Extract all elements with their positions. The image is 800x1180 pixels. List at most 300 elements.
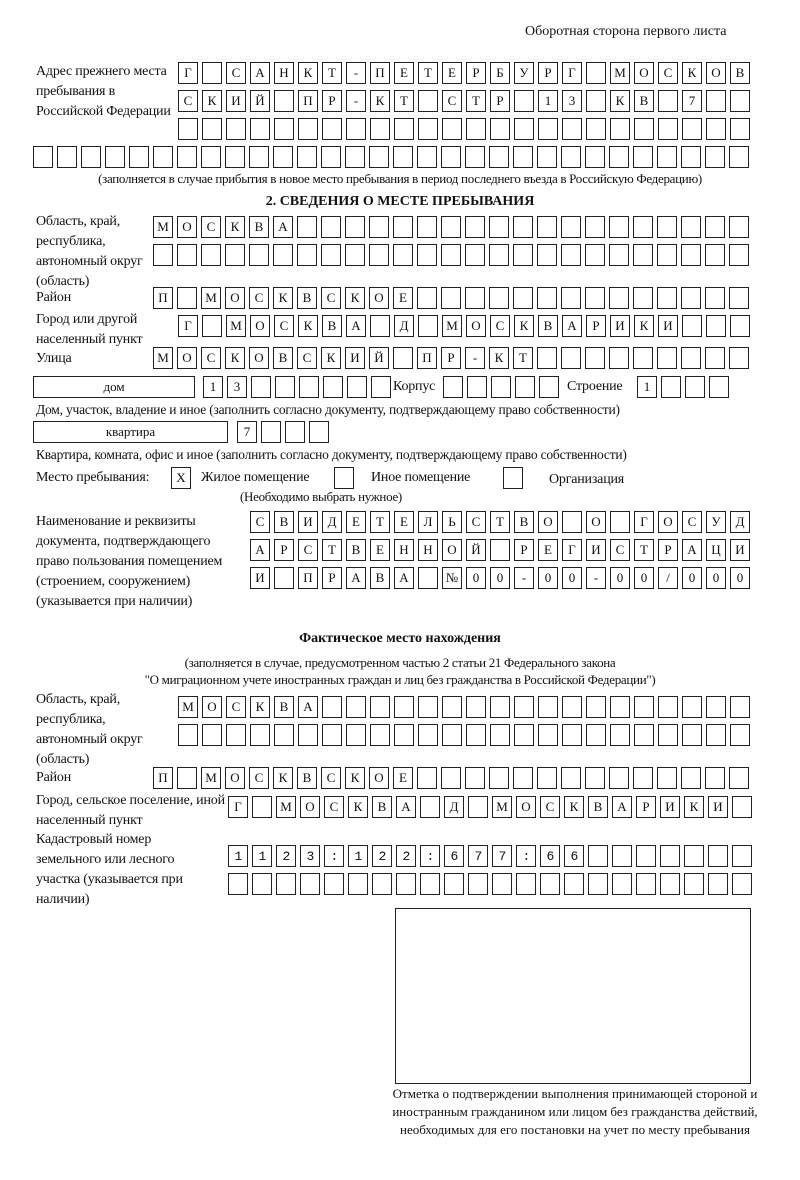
- char-cell[interactable]: [346, 696, 366, 718]
- char-cell[interactable]: [682, 724, 702, 746]
- char-cell[interactable]: -: [346, 62, 366, 84]
- char-cell[interactable]: [249, 244, 269, 266]
- char-cell[interactable]: [657, 347, 677, 369]
- char-cell[interactable]: [153, 146, 173, 168]
- char-cell[interactable]: [660, 873, 680, 895]
- char-cell[interactable]: С: [321, 287, 341, 309]
- char-cell[interactable]: [705, 767, 725, 789]
- char-cell[interactable]: [706, 118, 726, 140]
- char-cell[interactable]: [562, 724, 582, 746]
- char-cell[interactable]: [372, 873, 392, 895]
- char-cell[interactable]: М: [492, 796, 512, 818]
- char-cell[interactable]: [346, 118, 366, 140]
- char-cell[interactable]: [105, 146, 125, 168]
- char-cell[interactable]: [732, 796, 752, 818]
- char-cell[interactable]: О: [225, 287, 245, 309]
- char-cell[interactable]: Т: [394, 90, 414, 112]
- char-cell[interactable]: Р: [586, 315, 606, 337]
- char-cell[interactable]: С: [321, 767, 341, 789]
- char-cell[interactable]: [514, 118, 534, 140]
- char-cell[interactable]: С: [466, 511, 486, 533]
- char-cell[interactable]: [418, 315, 438, 337]
- char-cell[interactable]: К: [298, 62, 318, 84]
- char-cell[interactable]: Г: [178, 62, 198, 84]
- char-cell[interactable]: [634, 696, 654, 718]
- char-cell[interactable]: [322, 118, 342, 140]
- char-cell[interactable]: К: [610, 90, 630, 112]
- char-cell[interactable]: Г: [178, 315, 198, 337]
- char-cell[interactable]: [489, 767, 509, 789]
- char-cell[interactable]: К: [250, 696, 270, 718]
- char-cell[interactable]: Т: [466, 90, 486, 112]
- char-cell[interactable]: [586, 724, 606, 746]
- char-cell[interactable]: [610, 511, 630, 533]
- char-cell[interactable]: [732, 845, 752, 867]
- char-cell[interactable]: [730, 315, 750, 337]
- char-cell[interactable]: [657, 244, 677, 266]
- char-cell[interactable]: О: [177, 347, 197, 369]
- char-cell[interactable]: [513, 244, 533, 266]
- char-cell[interactable]: [297, 244, 317, 266]
- char-cell[interactable]: [370, 315, 390, 337]
- char-cell[interactable]: [658, 118, 678, 140]
- char-cell[interactable]: [490, 118, 510, 140]
- char-cell[interactable]: [33, 146, 53, 168]
- char-cell[interactable]: К: [273, 287, 293, 309]
- char-cell[interactable]: Е: [394, 511, 414, 533]
- char-cell[interactable]: [298, 118, 318, 140]
- char-cell[interactable]: У: [706, 511, 726, 533]
- char-cell[interactable]: [709, 376, 729, 398]
- char-cell[interactable]: Е: [394, 62, 414, 84]
- char-cell[interactable]: Т: [418, 62, 438, 84]
- char-cell[interactable]: [345, 146, 365, 168]
- char-cell[interactable]: П: [417, 347, 437, 369]
- char-cell[interactable]: М: [276, 796, 296, 818]
- char-cell[interactable]: [537, 216, 557, 238]
- char-cell[interactable]: [609, 216, 629, 238]
- char-cell[interactable]: К: [564, 796, 584, 818]
- char-cell[interactable]: [177, 146, 197, 168]
- char-cell[interactable]: В: [273, 347, 293, 369]
- char-cell[interactable]: С: [250, 511, 270, 533]
- char-cell[interactable]: [345, 216, 365, 238]
- char-cell[interactable]: [393, 244, 413, 266]
- char-cell[interactable]: П: [153, 287, 173, 309]
- char-cell[interactable]: Е: [393, 287, 413, 309]
- char-cell[interactable]: О: [202, 696, 222, 718]
- char-cell[interactable]: [681, 287, 701, 309]
- char-cell[interactable]: О: [177, 216, 197, 238]
- char-cell[interactable]: [297, 146, 317, 168]
- char-cell[interactable]: [684, 845, 704, 867]
- char-cell[interactable]: [657, 146, 677, 168]
- char-cell[interactable]: К: [273, 767, 293, 789]
- char-cell[interactable]: Р: [658, 539, 678, 561]
- char-cell[interactable]: 0: [466, 567, 486, 589]
- char-cell[interactable]: 1: [203, 376, 223, 398]
- char-cell[interactable]: И: [298, 511, 318, 533]
- char-cell[interactable]: О: [300, 796, 320, 818]
- char-cell[interactable]: Е: [370, 539, 390, 561]
- char-cell[interactable]: И: [345, 347, 365, 369]
- char-cell[interactable]: -: [514, 567, 534, 589]
- char-cell[interactable]: А: [250, 62, 270, 84]
- char-cell[interactable]: [442, 696, 462, 718]
- char-cell[interactable]: 0: [538, 567, 558, 589]
- char-cell[interactable]: [732, 873, 752, 895]
- char-cell[interactable]: О: [369, 287, 389, 309]
- char-cell[interactable]: [298, 724, 318, 746]
- char-cell[interactable]: [418, 567, 438, 589]
- char-cell[interactable]: [682, 696, 702, 718]
- char-cell[interactable]: Й: [250, 90, 270, 112]
- char-cell[interactable]: П: [370, 62, 390, 84]
- char-cell[interactable]: [322, 724, 342, 746]
- char-cell[interactable]: [274, 724, 294, 746]
- char-cell[interactable]: [633, 767, 653, 789]
- char-cell[interactable]: [513, 146, 533, 168]
- char-cell[interactable]: №: [442, 567, 462, 589]
- char-cell[interactable]: Д: [730, 511, 750, 533]
- char-cell[interactable]: А: [346, 315, 366, 337]
- char-cell[interactable]: О: [369, 767, 389, 789]
- char-cell[interactable]: 0: [610, 567, 630, 589]
- char-cell[interactable]: [633, 146, 653, 168]
- char-cell[interactable]: [537, 244, 557, 266]
- char-cell[interactable]: Р: [514, 539, 534, 561]
- char-cell[interactable]: А: [394, 567, 414, 589]
- char-cell[interactable]: [489, 244, 509, 266]
- char-cell[interactable]: О: [658, 511, 678, 533]
- char-cell[interactable]: [681, 146, 701, 168]
- char-cell[interactable]: В: [634, 90, 654, 112]
- char-cell[interactable]: [417, 287, 437, 309]
- char-cell[interactable]: [252, 873, 272, 895]
- residential-checkbox[interactable]: X: [171, 467, 191, 489]
- char-cell[interactable]: [346, 724, 366, 746]
- char-cell[interactable]: [657, 287, 677, 309]
- char-cell[interactable]: В: [370, 567, 390, 589]
- char-cell[interactable]: [585, 347, 605, 369]
- char-cell[interactable]: В: [249, 216, 269, 238]
- char-cell[interactable]: [468, 873, 488, 895]
- house-type-field[interactable]: дом: [33, 376, 195, 398]
- char-cell[interactable]: [562, 696, 582, 718]
- char-cell[interactable]: [729, 347, 749, 369]
- char-cell[interactable]: [705, 347, 725, 369]
- char-cell[interactable]: [347, 376, 367, 398]
- char-cell[interactable]: С: [490, 315, 510, 337]
- char-cell[interactable]: 0: [634, 567, 654, 589]
- char-cell[interactable]: И: [730, 539, 750, 561]
- char-cell[interactable]: [252, 796, 272, 818]
- char-cell[interactable]: [586, 62, 606, 84]
- char-cell[interactable]: [417, 216, 437, 238]
- char-cell[interactable]: [730, 90, 750, 112]
- char-cell[interactable]: [274, 118, 294, 140]
- char-cell[interactable]: [490, 696, 510, 718]
- char-cell[interactable]: [730, 696, 750, 718]
- char-cell[interactable]: [537, 146, 557, 168]
- char-cell[interactable]: [633, 244, 653, 266]
- char-cell[interactable]: [273, 244, 293, 266]
- char-cell[interactable]: К: [514, 315, 534, 337]
- char-cell[interactable]: Д: [322, 511, 342, 533]
- char-cell[interactable]: [418, 724, 438, 746]
- char-cell[interactable]: [444, 873, 464, 895]
- char-cell[interactable]: [657, 767, 677, 789]
- char-cell[interactable]: [586, 118, 606, 140]
- char-cell[interactable]: [441, 244, 461, 266]
- char-cell[interactable]: [178, 118, 198, 140]
- char-cell[interactable]: [202, 315, 222, 337]
- char-cell[interactable]: Р: [322, 90, 342, 112]
- char-cell[interactable]: [442, 724, 462, 746]
- char-cell[interactable]: [706, 90, 726, 112]
- char-cell[interactable]: [682, 315, 702, 337]
- char-cell[interactable]: [369, 216, 389, 238]
- char-cell[interactable]: В: [514, 511, 534, 533]
- char-cell[interactable]: О: [225, 767, 245, 789]
- char-cell[interactable]: [491, 376, 511, 398]
- char-cell[interactable]: О: [538, 511, 558, 533]
- char-cell[interactable]: [285, 421, 305, 443]
- char-cell[interactable]: 3: [227, 376, 247, 398]
- char-cell[interactable]: [420, 796, 440, 818]
- char-cell[interactable]: [516, 873, 536, 895]
- char-cell[interactable]: О: [249, 347, 269, 369]
- char-cell[interactable]: [417, 767, 437, 789]
- char-cell[interactable]: [466, 118, 486, 140]
- char-cell[interactable]: С: [249, 767, 269, 789]
- char-cell[interactable]: [321, 216, 341, 238]
- char-cell[interactable]: [612, 845, 632, 867]
- char-cell[interactable]: [178, 724, 198, 746]
- char-cell[interactable]: [489, 216, 509, 238]
- char-cell[interactable]: С: [297, 347, 317, 369]
- char-cell[interactable]: [369, 244, 389, 266]
- char-cell[interactable]: [466, 724, 486, 746]
- char-cell[interactable]: [729, 767, 749, 789]
- char-cell[interactable]: [201, 244, 221, 266]
- char-cell[interactable]: В: [372, 796, 392, 818]
- char-cell[interactable]: К: [682, 62, 702, 84]
- char-cell[interactable]: [609, 146, 629, 168]
- char-cell[interactable]: К: [348, 796, 368, 818]
- char-cell[interactable]: [276, 873, 296, 895]
- char-cell[interactable]: О: [706, 62, 726, 84]
- char-cell[interactable]: [564, 873, 584, 895]
- char-cell[interactable]: [658, 90, 678, 112]
- char-cell[interactable]: [585, 287, 605, 309]
- char-cell[interactable]: О: [442, 539, 462, 561]
- char-cell[interactable]: П: [153, 767, 173, 789]
- char-cell[interactable]: [489, 146, 509, 168]
- char-cell[interactable]: А: [273, 216, 293, 238]
- char-cell[interactable]: К: [684, 796, 704, 818]
- char-cell[interactable]: [705, 216, 725, 238]
- char-cell[interactable]: [658, 696, 678, 718]
- char-cell[interactable]: 7: [237, 421, 257, 443]
- char-cell[interactable]: [129, 146, 149, 168]
- char-cell[interactable]: И: [660, 796, 680, 818]
- char-cell[interactable]: М: [153, 347, 173, 369]
- char-cell[interactable]: [537, 767, 557, 789]
- char-cell[interactable]: В: [538, 315, 558, 337]
- char-cell[interactable]: [610, 118, 630, 140]
- char-cell[interactable]: [681, 216, 701, 238]
- char-cell[interactable]: [706, 724, 726, 746]
- char-cell[interactable]: М: [178, 696, 198, 718]
- char-cell[interactable]: К: [370, 90, 390, 112]
- char-cell[interactable]: [612, 873, 632, 895]
- char-cell[interactable]: [417, 146, 437, 168]
- char-cell[interactable]: [441, 146, 461, 168]
- char-cell[interactable]: [466, 696, 486, 718]
- char-cell[interactable]: Д: [444, 796, 464, 818]
- char-cell[interactable]: [465, 767, 485, 789]
- char-cell[interactable]: А: [346, 567, 366, 589]
- char-cell[interactable]: [275, 376, 295, 398]
- char-cell[interactable]: А: [562, 315, 582, 337]
- char-cell[interactable]: [514, 724, 534, 746]
- char-cell[interactable]: М: [442, 315, 462, 337]
- char-cell[interactable]: К: [345, 287, 365, 309]
- char-cell[interactable]: [250, 118, 270, 140]
- char-cell[interactable]: В: [274, 696, 294, 718]
- char-cell[interactable]: А: [298, 696, 318, 718]
- char-cell[interactable]: [370, 118, 390, 140]
- char-cell[interactable]: К: [298, 315, 318, 337]
- char-cell[interactable]: [681, 767, 701, 789]
- char-cell[interactable]: [153, 244, 173, 266]
- char-cell[interactable]: [540, 873, 560, 895]
- char-cell[interactable]: Р: [538, 62, 558, 84]
- char-cell[interactable]: /: [658, 567, 678, 589]
- char-cell[interactable]: 0: [490, 567, 510, 589]
- char-cell[interactable]: [585, 216, 605, 238]
- char-cell[interactable]: [396, 873, 416, 895]
- char-cell[interactable]: Т: [513, 347, 533, 369]
- char-cell[interactable]: [634, 118, 654, 140]
- char-cell[interactable]: [705, 146, 725, 168]
- char-cell[interactable]: [609, 244, 629, 266]
- char-cell[interactable]: [225, 244, 245, 266]
- char-cell[interactable]: [537, 347, 557, 369]
- char-cell[interactable]: [681, 347, 701, 369]
- char-cell[interactable]: [369, 146, 389, 168]
- char-cell[interactable]: К: [345, 767, 365, 789]
- char-cell[interactable]: Ь: [442, 511, 462, 533]
- char-cell[interactable]: С: [658, 62, 678, 84]
- char-cell[interactable]: [729, 287, 749, 309]
- char-cell[interactable]: [443, 376, 463, 398]
- char-cell[interactable]: [226, 118, 246, 140]
- char-cell[interactable]: [513, 767, 533, 789]
- char-cell[interactable]: [609, 767, 629, 789]
- char-cell[interactable]: [514, 90, 534, 112]
- char-cell[interactable]: [249, 146, 269, 168]
- char-cell[interactable]: А: [396, 796, 416, 818]
- char-cell[interactable]: [706, 696, 726, 718]
- char-cell[interactable]: Т: [322, 62, 342, 84]
- organization-checkbox[interactable]: [503, 467, 523, 489]
- char-cell[interactable]: С: [201, 347, 221, 369]
- char-cell[interactable]: [321, 146, 341, 168]
- char-cell[interactable]: [633, 287, 653, 309]
- char-cell[interactable]: Б: [490, 62, 510, 84]
- char-cell[interactable]: 7: [682, 90, 702, 112]
- char-cell[interactable]: О: [586, 511, 606, 533]
- char-cell[interactable]: [515, 376, 535, 398]
- char-cell[interactable]: М: [201, 767, 221, 789]
- char-cell[interactable]: [730, 724, 750, 746]
- char-cell[interactable]: [586, 90, 606, 112]
- char-cell[interactable]: [250, 724, 270, 746]
- char-cell[interactable]: [441, 216, 461, 238]
- char-cell[interactable]: 0: [682, 567, 702, 589]
- char-cell[interactable]: [251, 376, 271, 398]
- char-cell[interactable]: [321, 244, 341, 266]
- char-cell[interactable]: И: [226, 90, 246, 112]
- char-cell[interactable]: Н: [418, 539, 438, 561]
- char-cell[interactable]: [586, 696, 606, 718]
- char-cell[interactable]: [300, 873, 320, 895]
- char-cell[interactable]: -: [586, 567, 606, 589]
- char-cell[interactable]: В: [588, 796, 608, 818]
- char-cell[interactable]: [561, 146, 581, 168]
- char-cell[interactable]: О: [466, 315, 486, 337]
- char-cell[interactable]: [202, 724, 222, 746]
- char-cell[interactable]: [394, 118, 414, 140]
- char-cell[interactable]: С: [682, 511, 702, 533]
- char-cell[interactable]: [492, 873, 512, 895]
- char-cell[interactable]: [441, 287, 461, 309]
- char-cell[interactable]: [706, 315, 726, 337]
- char-cell[interactable]: Д: [394, 315, 414, 337]
- char-cell[interactable]: 0: [706, 567, 726, 589]
- char-cell[interactable]: Е: [538, 539, 558, 561]
- char-cell[interactable]: А: [682, 539, 702, 561]
- char-cell[interactable]: Т: [490, 511, 510, 533]
- char-cell[interactable]: К: [634, 315, 654, 337]
- char-cell[interactable]: 3: [562, 90, 582, 112]
- char-cell[interactable]: [538, 724, 558, 746]
- char-cell[interactable]: [561, 347, 581, 369]
- char-cell[interactable]: [418, 118, 438, 140]
- char-cell[interactable]: [539, 376, 559, 398]
- char-cell[interactable]: И: [658, 315, 678, 337]
- char-cell[interactable]: [729, 216, 749, 238]
- char-cell[interactable]: [705, 244, 725, 266]
- char-cell[interactable]: [467, 376, 487, 398]
- char-cell[interactable]: [585, 767, 605, 789]
- char-cell[interactable]: [468, 796, 488, 818]
- char-cell[interactable]: [324, 873, 344, 895]
- char-cell[interactable]: [633, 347, 653, 369]
- char-cell[interactable]: О: [516, 796, 536, 818]
- char-cell[interactable]: [370, 696, 390, 718]
- char-cell[interactable]: Р: [441, 347, 461, 369]
- char-cell[interactable]: В: [274, 511, 294, 533]
- char-cell[interactable]: [393, 146, 413, 168]
- char-cell[interactable]: [297, 216, 317, 238]
- char-cell[interactable]: [538, 118, 558, 140]
- char-cell[interactable]: Н: [394, 539, 414, 561]
- char-cell[interactable]: Р: [490, 90, 510, 112]
- char-cell[interactable]: [465, 146, 485, 168]
